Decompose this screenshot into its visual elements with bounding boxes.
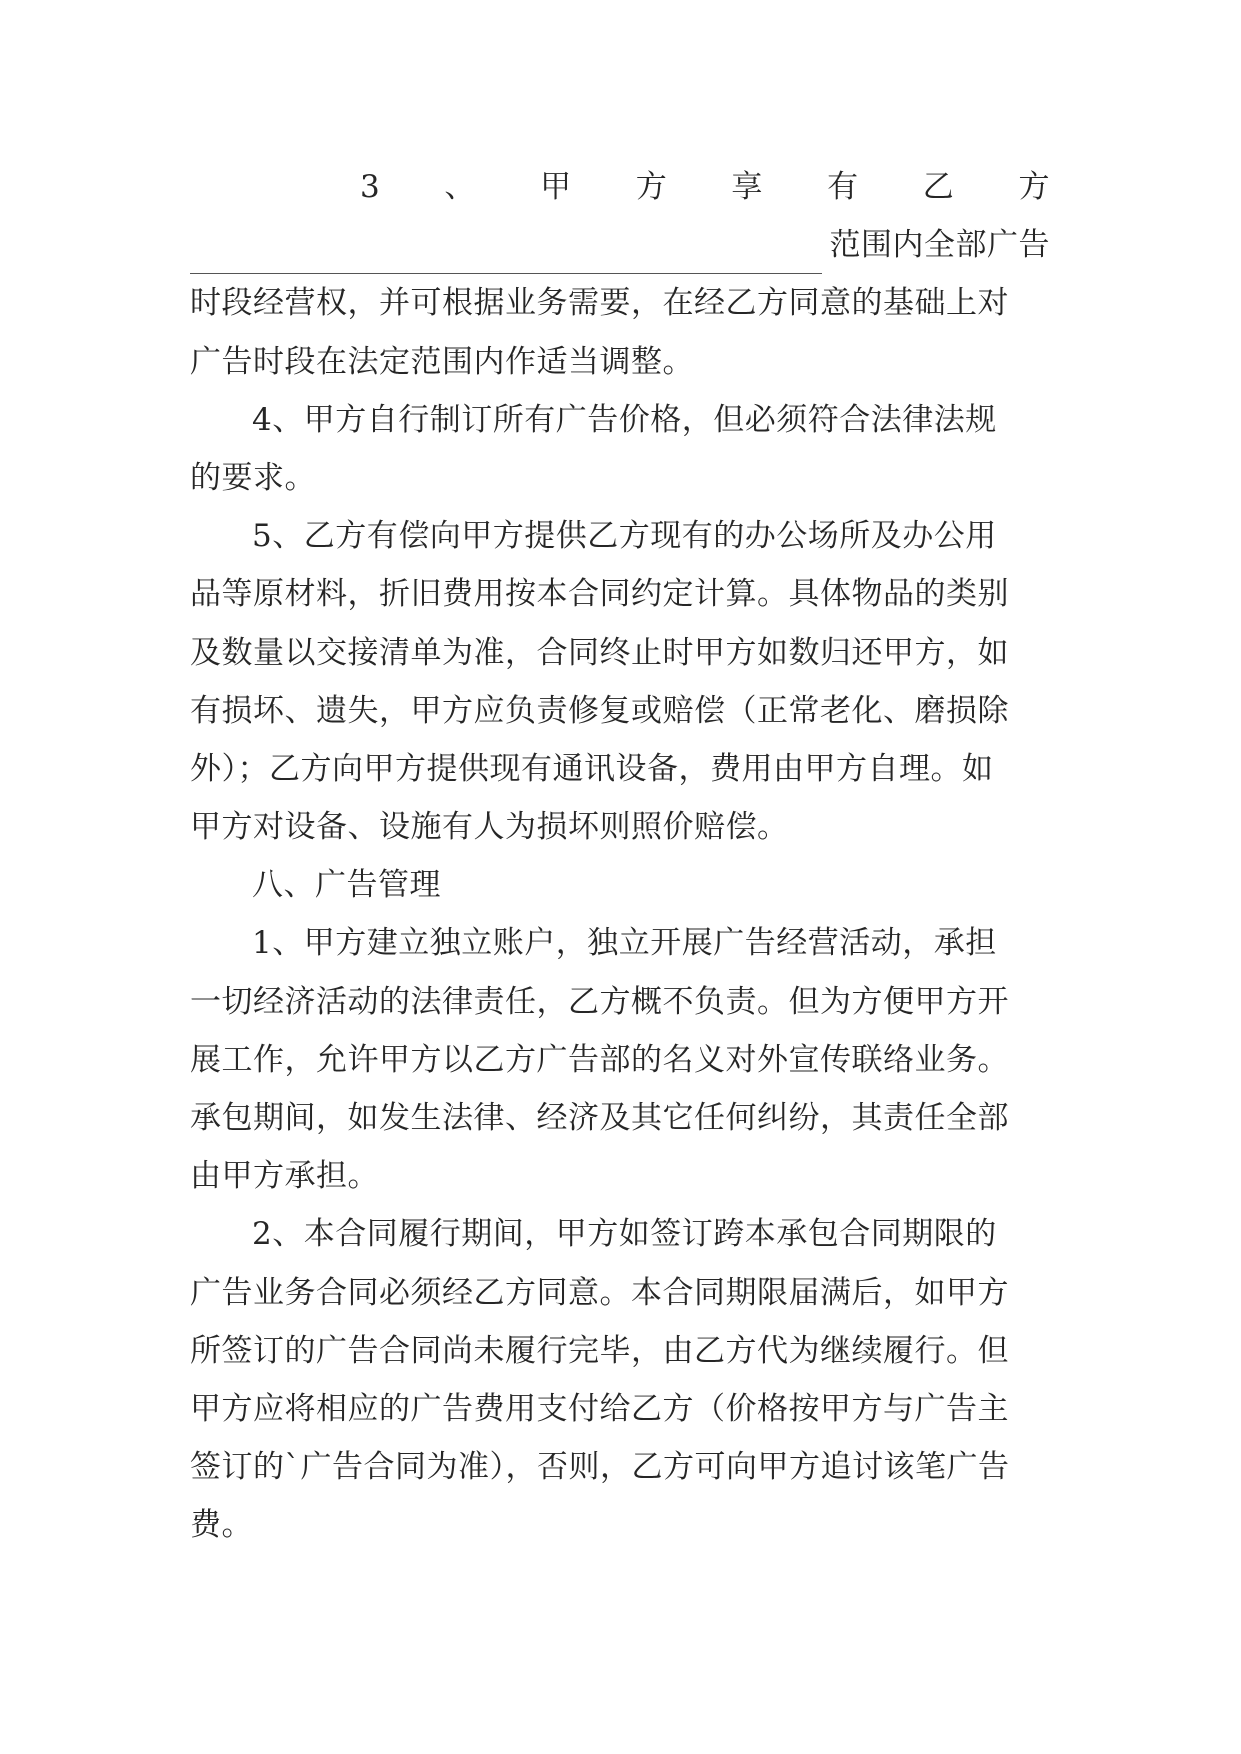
item-3-char: 方 <box>635 169 668 205</box>
item-3-char: 享 <box>731 169 763 205</box>
item-5-line: 5、乙方有偿向甲方提供乙方现有的办公场所及办公用 <box>252 518 997 555</box>
contract-text <box>190 158 1050 1555</box>
item-3-char: 、 <box>444 169 476 205</box>
paragraph-line: 广告时段在法定范围内作适当调整。 <box>190 343 694 380</box>
paragraph-line: 所签订的广告合同尚未履行完毕，由乙方代为继续履行。但 <box>190 1332 1009 1369</box>
paragraph-line: 外）；乙方向甲方提供现有通讯设备，费用由甲方自理。如 <box>190 750 994 787</box>
paragraph-line: 广告业务合同必须经乙方同意。本合同期限届满后，如甲方 <box>190 1274 1009 1311</box>
paragraph-line: 展工作，允许甲方以乙方广告部的名义对外宣传联络业务。 <box>190 1041 1009 1078</box>
item-3-first-line <box>190 158 1050 216</box>
item-4-line: 4、甲方自行制订所有广告价格，但必须符合法律法规 <box>252 401 997 438</box>
item-3-char: 乙 <box>922 169 955 205</box>
paragraph-line: 费。 <box>190 1507 253 1544</box>
paragraph-line: 甲方应将相应的广告费用支付给乙方（价格按甲方与广告主 <box>190 1390 1009 1427</box>
paragraph-line: 一切经济活动的法律责任，乙方概不负责。但为方便甲方开 <box>190 983 1009 1020</box>
item-3-char: 甲 <box>540 169 572 205</box>
paragraph-line: 及数量以交接清单为准，合同终止时甲方如数归还甲方，如 <box>190 634 1009 671</box>
item-3-char: 有 <box>827 169 859 205</box>
paragraph-line: 品等原材料，折旧费用按本合同约定计算。具体物品的类别 <box>190 576 1009 613</box>
section-8-item-2-line: 2、本合同履行期间，甲方如签订跨本承包合同期限的 <box>252 1216 997 1253</box>
paragraph-line: 签订的`广告合同为准），否则，乙方可向甲方追讨该笔广告 <box>190 1449 1010 1486</box>
paragraph-line: 有损坏、遗失，甲方应负责修复或赔偿（正常老化、磨损除 <box>190 692 1009 729</box>
item-3-char: 方 <box>1018 169 1050 205</box>
paragraph-line: 甲方对设备、设施有人为损坏则照价赔偿。 <box>190 809 789 846</box>
section-heading: 八、广告管理 <box>252 867 441 904</box>
paragraph-line: 承包期间，如发生法律、经济及其它任何纠纷，其责任全部 <box>190 1100 1009 1136</box>
paragraph-line: 的要求。 <box>190 459 316 496</box>
item-3-blank-trailing-text: 范围内全部广告 <box>829 227 1050 264</box>
paragraph-line: 由甲方承担。 <box>190 1158 379 1195</box>
item-3-char: 3 <box>360 169 381 205</box>
fill-in-blank <box>190 237 822 274</box>
section-8-item-1-line: 1、甲方建立独立账户，独立开展广告经营活动，承担 <box>252 925 997 962</box>
item-3-blank-line <box>190 216 1050 274</box>
paragraph-line: 时段经营权，并可根据业务需要，在经乙方同意的基础上对 <box>190 285 1009 322</box>
